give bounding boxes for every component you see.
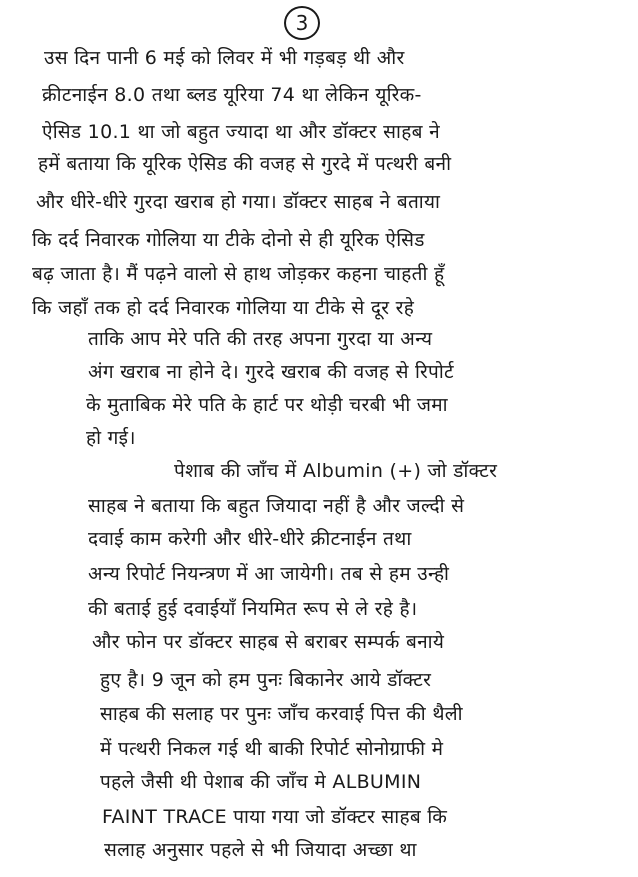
text-line: में पत्थरी निकल गई थी बाकी रिपोर्ट सोनोग्राफी मे [100,738,444,760]
text-line: अंग खराब ना होने दे। गुरदे खराब की वजह से रिपोर्ट [88,361,454,383]
text-line: उस दिन पानी 6 मई को लिवर में भी गड़बड़ थी और [44,47,405,69]
text-line: साहब की सलाह पर पुनः जाँच करवाई पित्त की थैली [100,703,463,725]
text-line: हमें बताया कि यूरिक ऐसिड की वजह से गुरदे में पत्थरी बनी [38,153,452,175]
text-line: ऐसिड 10.1 था जो बहुत ज्यादा था और डॉक्टर साहब ने [42,121,440,143]
text-line: पहले जैसी थी पेशाब की जाँच मे ALBUMIN [100,771,422,793]
text-line: साहब ने बताया कि बहुत जियादा नहीं है और जल्दी से [88,495,465,517]
page-number: 3 [284,6,320,40]
text-line: दवाई काम करेगी और धीरे-धीरे क्रीटनाईन तथा [88,528,412,550]
text-line: FAINT TRACE पाया गया जो डॉक्टर साहब कि [102,806,448,828]
text-line: हुए है। 9 जून को हम पुनः बिकानेर आये डॉक्टर [100,669,432,691]
text-line: कि जहाँ तक हो दर्द निवारक गोलिया या टीके से दूर रहे [32,297,415,319]
text-line: और फोन पर डॉक्टर साहब से बराबर सम्पर्क बनाये [92,631,445,653]
text-line: ताकि आप मेरे पति की तरह अपना गुरदा या अन्य [88,328,433,350]
text-line: बढ़ जाता है। मैं पढ़ने वालो से हाथ जोड़कर कहना चाहती हूँ [32,263,445,285]
text-line: कि दर्द निवारक गोलिया या टीके दोनो से ही यूरिक ऐसिड [32,229,425,251]
text-line: पेशाब की जाँच में Albumin (+) जो डॉक्टर [174,460,498,482]
text-line: और धीरे-धीरे गुरदा खराब हो गया। डॉक्टर साहब ने बताया [36,191,441,213]
text-line: हो गई। [86,427,136,449]
text-line: सलाह अनुसार पहले से भी जियादा अच्छा था [104,839,417,861]
text-line: अन्य रिपोर्ट नियन्त्रण में आ जायेगी। तब से हम उन्ही [88,563,450,585]
text-line: की बताई हुई दवाईयाँ नियमित रूप से ले रहे है। [88,598,418,620]
text-line: क्रीटनाईन 8.0 तथा ब्लड यूरिया 74 था लेकिन यूरिक- [42,84,422,106]
text-line: के मुताबिक मेरे पति के हार्ट पर थोड़ी चरबी भी जमा [86,394,448,416]
